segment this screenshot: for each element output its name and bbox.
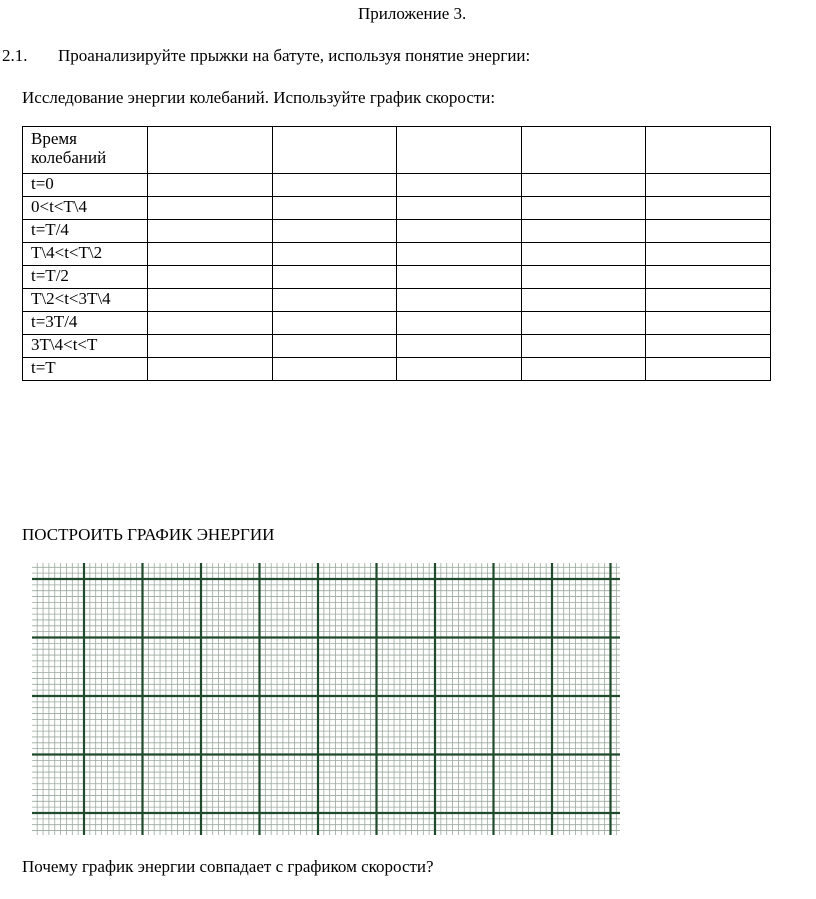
table-cell[interactable]	[521, 127, 646, 174]
table-cell[interactable]	[521, 174, 646, 197]
table-cell[interactable]	[148, 312, 273, 335]
task-text: Проанализируйте прыжки на батуте, используя понятие энергии:	[58, 46, 531, 65]
table-cell[interactable]	[272, 266, 397, 289]
row-label: t=0	[23, 174, 148, 197]
graph-paper[interactable]	[32, 563, 620, 840]
table-cell[interactable]	[272, 174, 397, 197]
row-label: 0<t<T\4	[23, 197, 148, 220]
table-row	[23, 358, 771, 381]
table-cell[interactable]	[397, 220, 522, 243]
table-row	[23, 335, 771, 358]
table-cell[interactable]	[646, 243, 771, 266]
table-cell[interactable]	[521, 358, 646, 381]
row-label: t=T/2	[23, 266, 148, 289]
table-cell[interactable]	[397, 243, 522, 266]
table-row	[23, 266, 771, 289]
table-cell[interactable]	[646, 127, 771, 174]
table-cell[interactable]	[148, 335, 273, 358]
table-cell[interactable]	[521, 289, 646, 312]
table-cell[interactable]	[397, 266, 522, 289]
table-header-row	[23, 127, 771, 174]
table-cell[interactable]	[148, 243, 273, 266]
graph-paper-grid	[32, 563, 620, 835]
table-cell[interactable]	[272, 289, 397, 312]
table-cell[interactable]	[148, 358, 273, 381]
intro-text: Исследование энергии колебаний. Используйте график скорости:	[22, 88, 496, 107]
header-cell-time: Время колебаний	[23, 127, 148, 174]
energy-table	[22, 126, 771, 381]
table-cell[interactable]	[646, 335, 771, 358]
table-cell[interactable]	[397, 358, 522, 381]
table-cell[interactable]	[397, 174, 522, 197]
table-cell[interactable]	[646, 358, 771, 381]
row-label: T\2<t<3T\4	[23, 289, 148, 312]
table-cell[interactable]	[272, 243, 397, 266]
row-label: t=3T/4	[23, 312, 148, 335]
table-cell[interactable]	[272, 335, 397, 358]
table-cell[interactable]	[646, 289, 771, 312]
row-label: t=T/4	[23, 220, 148, 243]
table-cell[interactable]	[521, 220, 646, 243]
row-label: 3T\4<t<T	[23, 335, 148, 358]
table-cell[interactable]	[646, 197, 771, 220]
table-cell[interactable]	[521, 266, 646, 289]
appendix-title: Приложение 3.	[358, 4, 467, 23]
table-cell[interactable]	[272, 197, 397, 220]
table-cell[interactable]	[397, 197, 522, 220]
table-cell[interactable]	[148, 174, 273, 197]
table-cell[interactable]	[397, 289, 522, 312]
table-row	[23, 174, 771, 197]
table-cell[interactable]	[272, 358, 397, 381]
table-cell[interactable]	[148, 220, 273, 243]
table-cell[interactable]	[521, 197, 646, 220]
table-row	[23, 197, 771, 220]
table-row	[23, 220, 771, 243]
table-cell[interactable]	[148, 127, 273, 174]
table-cell[interactable]	[272, 312, 397, 335]
table-cell[interactable]	[646, 312, 771, 335]
row-label: T\4<t<T\2	[23, 243, 148, 266]
table-cell[interactable]	[148, 289, 273, 312]
row-label: t=T	[23, 358, 148, 381]
table-cell[interactable]	[148, 197, 273, 220]
table-cell[interactable]	[521, 243, 646, 266]
task-number: 2.1.	[2, 46, 28, 65]
table-cell[interactable]	[521, 335, 646, 358]
table-row	[23, 312, 771, 335]
table-row	[23, 289, 771, 312]
table-cell[interactable]	[272, 127, 397, 174]
table-cell[interactable]	[397, 335, 522, 358]
table-cell[interactable]	[646, 174, 771, 197]
table-cell[interactable]	[397, 127, 522, 174]
table-cell[interactable]	[521, 312, 646, 335]
table-cell[interactable]	[646, 266, 771, 289]
graph-heading: ПОСТРОИТЬ ГРАФИК ЭНЕРГИИ	[22, 525, 275, 544]
question-text: Почему график энергии совпадает с графиком скорости?	[22, 857, 434, 876]
table-cell[interactable]	[646, 220, 771, 243]
table-cell[interactable]	[148, 266, 273, 289]
table-row	[23, 243, 771, 266]
table-cell[interactable]	[397, 312, 522, 335]
table-cell[interactable]	[272, 220, 397, 243]
